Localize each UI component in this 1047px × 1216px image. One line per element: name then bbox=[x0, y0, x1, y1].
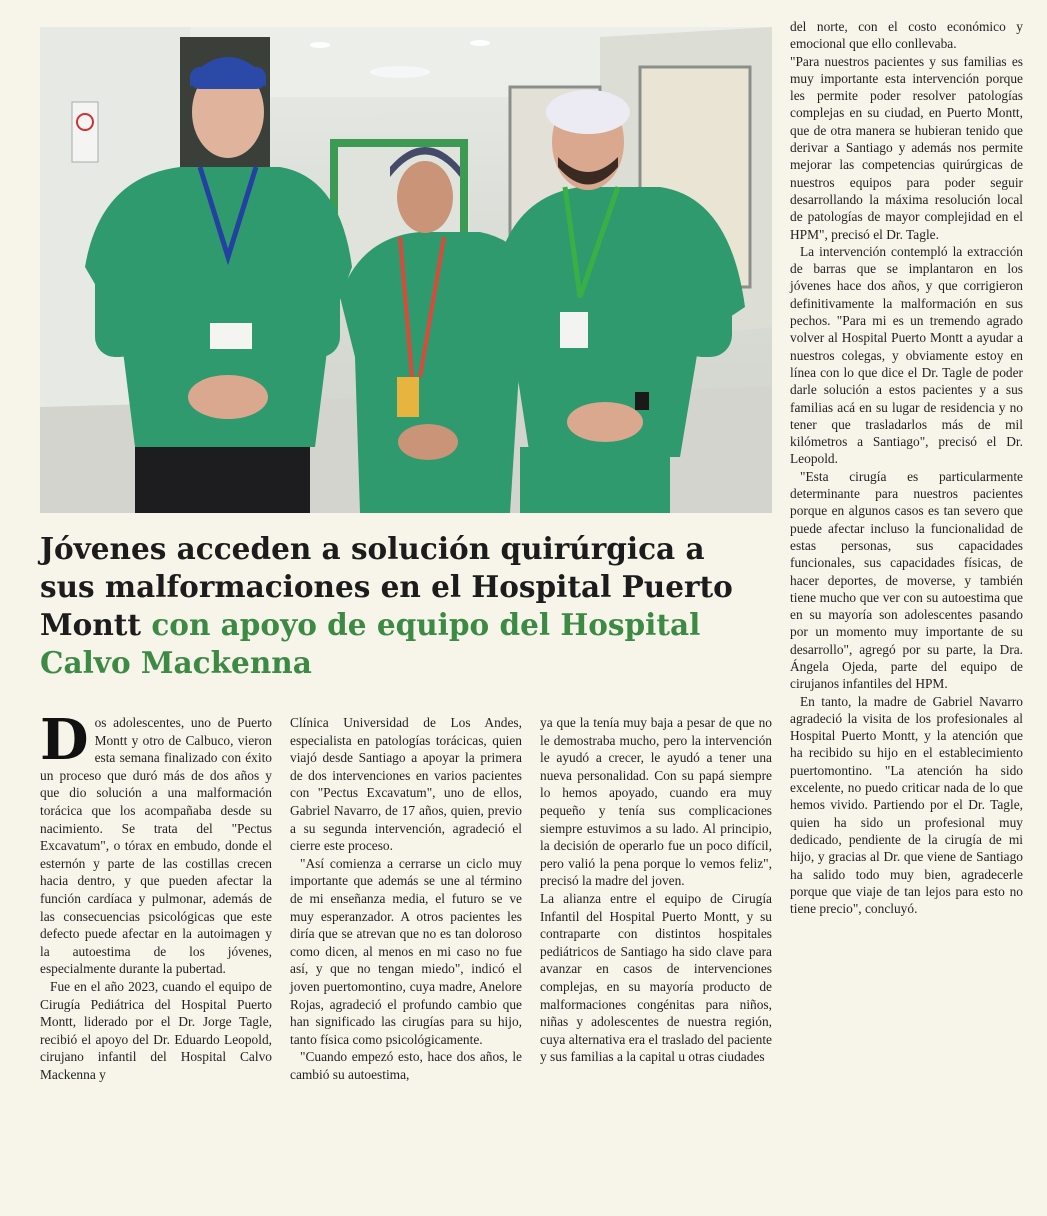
article-column-3 bbox=[540, 714, 772, 1066]
paragraph: del norte, con el costo económico y emocional que ello conllevaba. bbox=[790, 19, 1023, 52]
hospital-staff-photo bbox=[40, 27, 772, 513]
article-column-2 bbox=[290, 714, 522, 1083]
paragraph: "Para nuestros pacientes y sus familias es muy importante esta intervención porque les permite poder resolver patologías complejas en su ciudad, en Puerto Montt, que de otra manera se hubieran tenido que derivar a Santiago y además nos permite mejorar las competencias quirúrgicas de nuestros equipos para poder seguir desarrollando la máxima resolución local de patologías de mayor complejidad en el HPM", precisó el Dr. Tagle. bbox=[790, 53, 1023, 242]
article-column-4 bbox=[790, 18, 1023, 917]
headline-black-part: Jóvenes acceden a solución quirúrgica a sus malformaciones en el Hospital Puerto Montt bbox=[40, 531, 733, 642]
paragraph-text: os adolescentes, uno de Puerto Montt y otro de Calbuco, vieron esta semana finalizado con éxito un proceso que duró más de dos años y que dio solución a una malformación torácica que los acompañaba desde su nacimiento. Se trata del "Pectus Excavatum", o tórax en embudo, donde el esternón y parte de las costillas crecen hacia dentro, y que pueden afectar la función cardíaca y pulmonar, además de las consecuencias psicológicas que este defecto puede afectar en la autoimagen y la autoestima de los jóvenes, especialmente durante la pubertad. bbox=[40, 715, 272, 977]
article-column-1 bbox=[40, 707, 272, 1083]
paragraph: Clínica Universidad de Los Andes, especialista en patologías torácicas, quien viajó desde Santiago a apoyar la primera de dos intervenciones en varios pacientes con "Pectus Excavatum", uno de ellos, Gabriel Navarro, de 17 años, quien, previo a su segunda intervención, agradeció el cierre este proceso. bbox=[290, 715, 522, 854]
article-photo bbox=[40, 27, 772, 513]
paragraph: La intervención contempló la extracción de barras que se implantaron en los jóvenes hace dos años, y que corrigieron definitivamente la malformación en sus pechos. "Para mi es un tremendo agrado volver al Hospital Puerto Montt a ayudar a nuestros colegas, y obviamente estoy en línea con lo que dice el Dr. Tagle de poder darle solución a estos pacientes y a sus familias acá en su lugar de residencia y no tener que trasladarlos más de mil kilómetros a Santiago", precisó el Dr. Leopold. bbox=[790, 243, 1023, 467]
paragraph: Fue en el año 2023, cuando el equipo de Cirugía Pediátrica del Hospital Puerto Montt, liderado por el Dr. Jorge Tagle, recibió el apoyo del Dr. Eduardo Leopold, cirujano infantil del Hospital Calvo Mackenna y bbox=[40, 978, 272, 1082]
paragraph: La alianza entre el equipo de Cirugía Infantil del Hospital Puerto Montt, y su contraparte con distintos hospitales pediátricos de Santiago ha sido clave para avanzar en casos de intervenciones complejas, en su mayoría producto de malformaciones congénitas para niños, niñas y adolescentes de nuestra región, cuya alternativa era el traslado del paciente y sus familias a la capital u otras ciudades bbox=[540, 890, 772, 1065]
paragraph: En tanto, la madre de Gabriel Navarro agradeció la visita de los profesionales al Hospital Puerto Montt, y la atención que ha recibido su hijo en el establecimiento puertomontino. "La atención ha sido excelente, no puedo criticar nada de lo que hemos vivido. Partiendo por el Dr. Tagle, quien ha sido un profesional muy dedicado, pendiente de la cirugía de mi hijo, y gracias al Dr. que viene de Santiago ha salido todo muy bien, agradecerle porque que viaje de tan lejos para esto no tiene precio", concluyó. bbox=[790, 693, 1023, 917]
drop-cap: D bbox=[40, 707, 89, 773]
paragraph: "Cuando empezó esto, hace dos años, le cambió su autoestima, bbox=[290, 1049, 522, 1082]
paragraph: "Esta cirugía es particularmente determinante para nuestros pacientes porque en algunos casos es tan severo que puede afectar incluso la funcionalidad de estas personas, sus capacidades funcionales, sus capacidades físicas, de hacer deportes, de moverse, y también tiene mucho que ver con su autoestima que en su mayoría son adolescentes pasando por un momento muy importante de su desarrollo", agregó por su parte, la Dra. Ángela Ojeda, parte del equipo de cirujanos infantiles del HPM. bbox=[790, 468, 1023, 692]
paragraph: "Así comienza a cerrarse un ciclo muy importante que además se une al término de mi enseñanza media, el futuro se ve muy esperanzador. A otros pacientes les diría que se atrevan que no es tan doloroso como dicen, al menos en mi caso no fue así, y que no tengan miedo", indicó el joven puertomontino, cuya madre, Anelore Rojas, agradeció el profundo cambio que han significado las cirugías para su hijo, tanto física como psicológicamente. bbox=[290, 855, 522, 1047]
paragraph: ya que la tenía muy baja a pesar de que no le demostraba mucho, pero la intervención le ayudó a crecer, le ayudó a tener una nueva personalidad. Con su papá siempre lo hemos apoyado, cuando era muy pequeño y tenía sus complicaciones siempre estuvimos a su lado. Al principio, la decisión de operarlo fue un poco difícil, pero valió la pena porque lo vemos feliz", precisó la madre del joven. bbox=[540, 715, 772, 889]
paragraph bbox=[40, 707, 272, 978]
article-headline bbox=[40, 530, 760, 682]
headline-green-part: con apoyo de equipo del Hospital Calvo Mackenna bbox=[40, 607, 701, 680]
